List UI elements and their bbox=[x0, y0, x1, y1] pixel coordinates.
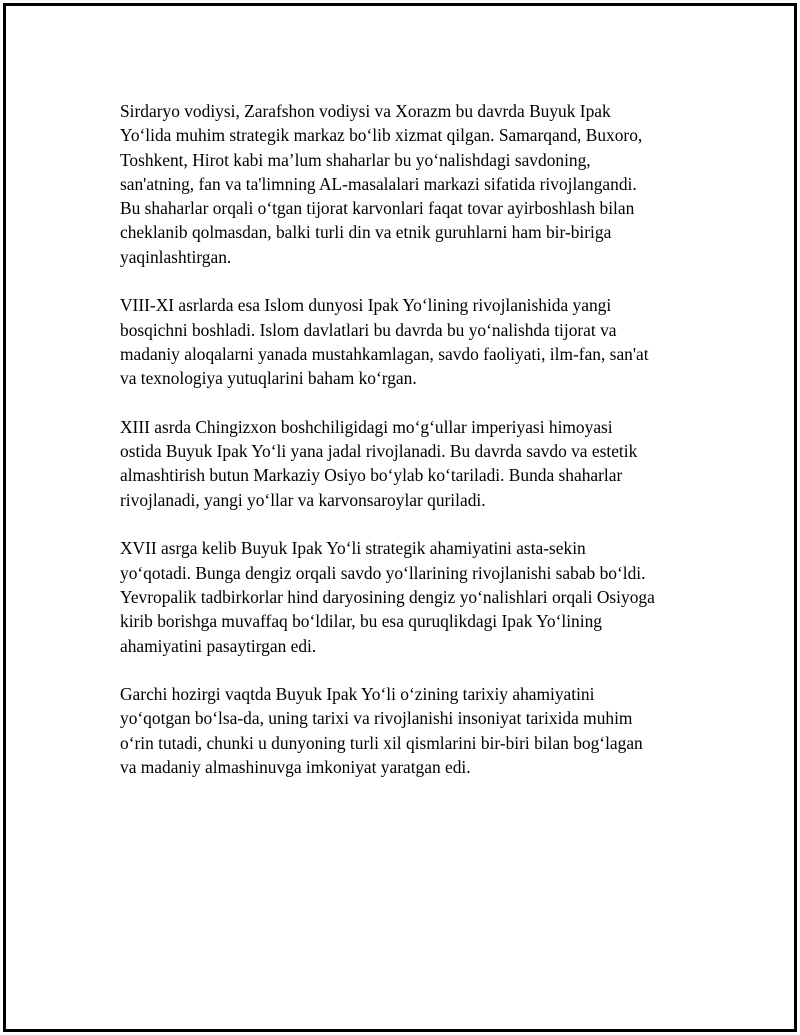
text-line: Yevropalik tadbirkorlar hind daryosining dengiz yo‘nalishlari orqali Osiyoga bbox=[120, 586, 655, 607]
text-line: Sirdaryo vodiysi, Zarafshon vodiysi va Xorazm bu davrda Buyuk Ipak bbox=[120, 101, 611, 121]
paragraph-3 bbox=[120, 415, 710, 512]
text-line: va texnologiya yutuqlarini baham ko‘rgan. bbox=[120, 368, 417, 389]
paragraph-4 bbox=[120, 536, 710, 657]
paragraph-2 bbox=[120, 293, 710, 390]
text-line: madaniy aloqalarni yanada mustahkamlagan, savdo faoliyati, ilm-fan, san'at bbox=[120, 343, 649, 364]
text-line: XIII asrda Chingizxon boshchiligidagi mo‘g‘ullar imperiyasi himoyasi bbox=[120, 416, 613, 437]
document-body bbox=[120, 99, 710, 804]
text-line: san'atning, fan va ta'limning AL-masalalari markazi sifatida rivojlangandi. bbox=[120, 173, 637, 194]
text-line: o‘rin tutadi, chunki u dunyoning turli xil qismlarini bir-biri bilan bog‘lagan bbox=[120, 732, 643, 753]
text-line: Garchi hozirgi vaqtda Buyuk Ipak Yo‘li o‘zining tarixiy ahamiyatini bbox=[120, 684, 595, 705]
text-line: VIII-XI asrlarda esa Islom dunyosi Ipak Yo‘lining rivojlanishida yangi bbox=[120, 295, 612, 316]
text-line: cheklanib qolmasdan, balki turli din va etnik guruhlarni ham bir-biriga bbox=[120, 222, 612, 243]
text-line: ahamiyatini pasaytirgan edi. bbox=[120, 635, 317, 656]
page-frame bbox=[3, 3, 797, 1032]
text-line: ostida Buyuk Ipak Yo‘li yana jadal rivojlanadi. Bu davrda savdo va estetik bbox=[120, 441, 638, 462]
text-line: yo‘qotgan bo‘lsa-da, uning tarixi va rivojlanishi insoniyat tarixida muhim bbox=[120, 708, 633, 729]
text-line: almashtirish butun Markaziy Osiyo bo‘ylab ko‘tariladi. Bunda shaharlar bbox=[120, 465, 623, 486]
text-line: Bu shaharlar orqali o‘tgan tijorat karvonlari faqat tovar ayirboshlash bilan bbox=[120, 198, 635, 219]
text-line: kirib borishga muvaffaq bo‘ldilar, bu esa quruqlikdagi Ipak Yo‘lining bbox=[120, 611, 602, 632]
text-line: Toshkent, Hirot kabi ma’lum shaharlar bu yo‘nalishdagi savdoning, bbox=[120, 149, 591, 170]
text-line: rivojlanadi, yangi yo‘llar va karvonsaroylar quriladi. bbox=[120, 489, 486, 510]
text-line: Yo‘lida muhim strategik markaz bo‘lib xizmat qilgan. Samarqand, Buxoro, bbox=[120, 125, 643, 146]
text-line: yo‘qotadi. Bunga dengiz orqali savdo yo‘llarining rivojlanishi sabab bo‘ldi. bbox=[120, 562, 646, 583]
paragraph-1 bbox=[120, 99, 710, 269]
text-line: bosqichni boshladi. Islom davlatlari bu davrda bu yo‘nalishda tijorat va bbox=[120, 319, 617, 340]
text-line: yaqinlashtirgan. bbox=[120, 246, 232, 267]
text-line: XVII asrga kelib Buyuk Ipak Yo‘li strategik ahamiyatini asta-sekin bbox=[120, 538, 586, 559]
paragraph-5 bbox=[120, 682, 710, 779]
text-line: va madaniy almashinuvga imkoniyat yaratgan edi. bbox=[120, 757, 471, 778]
